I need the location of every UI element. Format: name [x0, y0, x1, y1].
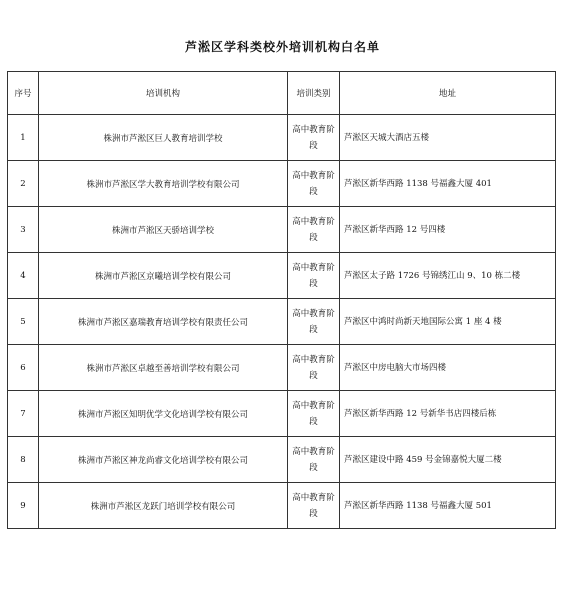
cell-category: 高中教育阶段 [288, 115, 340, 161]
cell-org: 株洲市芦淞区龙跃门培训学校有限公司 [39, 483, 288, 529]
cell-org: 株洲市芦淞区神龙尚睿文化培训学校有限公司 [39, 437, 288, 483]
table-row [8, 437, 556, 483]
cell-no: 2 [8, 161, 39, 207]
cell-category: 高中教育阶段 [288, 299, 340, 345]
cell-org: 株洲市芦淞区卓越至善培训学校有限公司 [39, 345, 288, 391]
cell-address: 芦淞区中房电脑大市场四楼 [340, 345, 556, 391]
table-row [8, 207, 556, 253]
header-address: 地址 [340, 72, 556, 115]
cell-category: 高中教育阶段 [288, 483, 340, 529]
cell-category: 高中教育阶段 [288, 253, 340, 299]
cell-address: 芦淞区新华西路 12 号四楼 [340, 207, 556, 253]
table-row [8, 161, 556, 207]
table-row [8, 115, 556, 161]
cell-category: 高中教育阶段 [288, 207, 340, 253]
cell-org: 株洲市芦淞区京曦培训学校有限公司 [39, 253, 288, 299]
header-category: 培训类别 [288, 72, 340, 115]
cell-address: 芦淞区中鸿时尚新天地国际公寓 1 座 4 楼 [340, 299, 556, 345]
table-row [8, 253, 556, 299]
header-no: 序号 [8, 72, 39, 115]
cell-address: 芦淞区建设中路 459 号金锦嘉悦大厦二楼 [340, 437, 556, 483]
table-row [8, 391, 556, 437]
cell-no: 4 [8, 253, 39, 299]
cell-address: 芦淞区新华西路 12 号新华书店四楼后栋 [340, 391, 556, 437]
table-row [8, 483, 556, 529]
cell-no: 3 [8, 207, 39, 253]
cell-org: 株洲市芦淞区知明优学文化培训学校有限公司 [39, 391, 288, 437]
table-row [8, 299, 556, 345]
whitelist-table [7, 71, 556, 529]
cell-no: 7 [8, 391, 39, 437]
header-org: 培训机构 [39, 72, 288, 115]
table-row [8, 345, 556, 391]
cell-category: 高中教育阶段 [288, 391, 340, 437]
cell-address: 芦淞区天城大酒店五楼 [340, 115, 556, 161]
cell-no: 1 [8, 115, 39, 161]
table-header-row [8, 72, 556, 115]
cell-category: 高中教育阶段 [288, 437, 340, 483]
cell-address: 芦淞区新华西路 1138 号福鑫大厦 401 [340, 161, 556, 207]
cell-org: 株洲市芦淞区巨人教育培训学校 [39, 115, 288, 161]
cell-org: 株洲市芦淞区天骄培训学校 [39, 207, 288, 253]
cell-org: 株洲市芦淞区嘉瑞教育培训学校有限责任公司 [39, 299, 288, 345]
cell-no: 9 [8, 483, 39, 529]
cell-category: 高中教育阶段 [288, 345, 340, 391]
cell-category: 高中教育阶段 [288, 161, 340, 207]
cell-no: 5 [8, 299, 39, 345]
page-title: 芦淞区学科类校外培训机构白名单 [184, 40, 380, 54]
cell-address: 芦淞区太子路 1726 号锦绣江山 9、10 栋二楼 [340, 253, 556, 299]
cell-no: 6 [8, 345, 39, 391]
cell-no: 8 [8, 437, 39, 483]
cell-address: 芦淞区新华西路 1138 号福鑫大厦 501 [340, 483, 556, 529]
cell-org: 株洲市芦淞区学大教育培训学校有限公司 [39, 161, 288, 207]
